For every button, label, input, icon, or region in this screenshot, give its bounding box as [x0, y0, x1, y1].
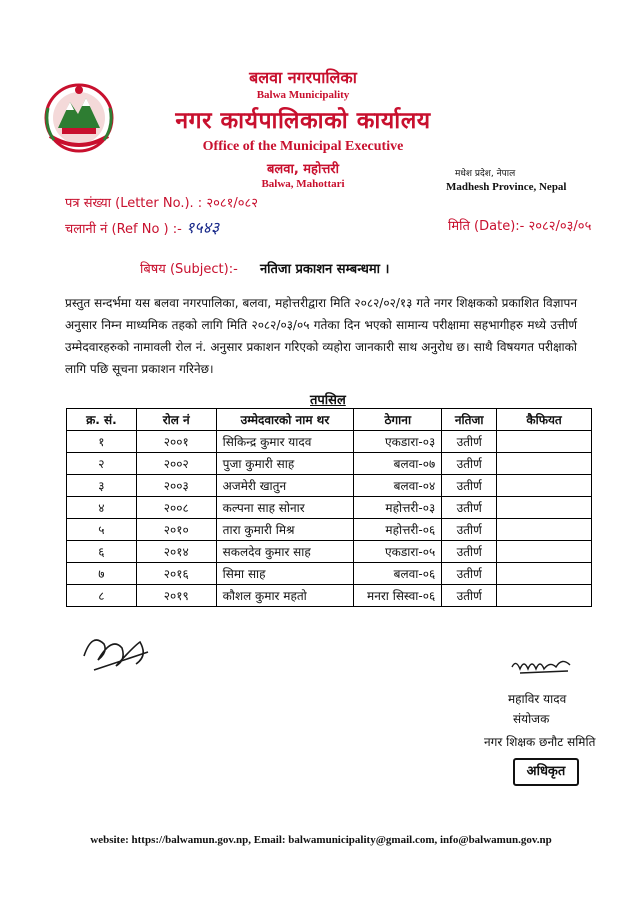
municipality-name-np: बलवा नगरपालिका [249, 68, 357, 87]
subject-line [140, 259, 389, 277]
cell-address: बलवा-०४ [354, 475, 442, 497]
signature-left [78, 626, 158, 676]
cell-name: तारा कुमारी मिश्र [216, 519, 354, 541]
cell-remarks [497, 453, 592, 475]
cell-remarks [497, 431, 592, 453]
ref-no-value: १५४३ [185, 218, 220, 237]
table-row [67, 475, 592, 497]
cell-sn: १ [67, 431, 137, 453]
date-value: २०८२/०३/०५ [528, 219, 592, 234]
cell-result: उतीर्ण [442, 453, 497, 475]
cell-roll: २०१० [136, 519, 216, 541]
cell-remarks [497, 519, 592, 541]
cell-name: कल्पना साह सोनार [216, 497, 354, 519]
letter-no-label: पत्र संख्या (Letter No.). : [65, 196, 203, 211]
header-result: नतिजा [442, 409, 497, 431]
place-en: Balwa, Mahottari [261, 178, 345, 190]
office-name-np: नगर कार्यपालिकाको कार्यालय [175, 108, 431, 134]
cell-name: सिकिन्द्र कुमार यादव [216, 431, 354, 453]
cell-remarks [497, 541, 592, 563]
footer-contact: website: https://balwamun.gov.np, Email: balwamunicipality@gmail.com, info@balwamun.gov.np [90, 834, 552, 846]
cell-result: उतीर्ण [442, 563, 497, 585]
header-name: उम्मेदवारको नाम थर [216, 409, 354, 431]
table-row [67, 497, 592, 519]
header-sn: क्र. सं. [67, 409, 137, 431]
date-label: मिति (Date):- [448, 219, 525, 234]
body-paragraph: प्रस्तुत सन्दर्भमा यस बलवा नगरपालिका, बलवा, महोत्तरीद्वारा मिति २०८२/०२/१३ गते नगर शिक्षकको प्रकाशित विज्ञापन अनुसार निम्न माध्यमिक तहको लागि मिति २०८२/०३/०५ गतेका दिन भएको सामान्य परीक्षामा सहभागीहरु मध्ये उत्तीर्ण उम्मेदवारहरुको नामावली रोल नं. अनुसार प्रकाशन गरिएको व्यहोरा जानकारी साथ अनुरोध छ। साथै विषयगत परीक्षाको लागि पछि सूचना प्रकाशन गरिनेछ। [65, 296, 577, 376]
cell-remarks [497, 475, 592, 497]
table-row [67, 563, 592, 585]
municipality-name-en: Balwa Municipality [256, 89, 350, 101]
cell-roll: २००१ [136, 431, 216, 453]
cell-result: उतीर्ण [442, 431, 497, 453]
cell-sn: ७ [67, 563, 137, 585]
cell-roll: २००२ [136, 453, 216, 475]
cell-sn: ३ [67, 475, 137, 497]
office-name-en: Office of the Municipal Executive [202, 139, 404, 154]
header-remarks: कैफियत [497, 409, 592, 431]
cell-remarks [497, 497, 592, 519]
signatory-committee: नगर शिक्षक छनौट समिति [484, 735, 596, 749]
cell-name: कौशल कुमार महतो [216, 585, 354, 607]
province-en: Madhesh Province, Nepal [446, 181, 567, 193]
cell-sn: ५ [67, 519, 137, 541]
table-row [67, 431, 592, 453]
table-row [67, 519, 592, 541]
cell-roll: २००३ [136, 475, 216, 497]
cell-address: मनरा सिस्वा-०६ [354, 585, 442, 607]
cell-roll: २०१९ [136, 585, 216, 607]
ref-no-label: चलानी नं (Ref No ) :- [65, 222, 182, 237]
ref-no [65, 216, 219, 238]
cell-roll: २०१४ [136, 541, 216, 563]
header-address: ठेगाना [354, 409, 442, 431]
authorized-stamp: अधिकृत [513, 758, 579, 786]
table-row [67, 453, 592, 475]
cell-address: महोत्तरी-०३ [354, 497, 442, 519]
cell-roll: २०१६ [136, 563, 216, 585]
table-header-row [67, 409, 592, 431]
cell-sn: ४ [67, 497, 137, 519]
cell-result: उतीर्ण [442, 475, 497, 497]
date [448, 216, 591, 234]
letter-no-value: २०८१/०८२ [206, 196, 259, 211]
cell-sn: ६ [67, 541, 137, 563]
table-row [67, 541, 592, 563]
cell-address: बलवा-०६ [354, 563, 442, 585]
signatory-name: महाविर यादव [508, 692, 567, 706]
cell-address: महोत्तरी-०६ [354, 519, 442, 541]
cell-remarks [497, 563, 592, 585]
results-table [66, 408, 592, 607]
cell-remarks [497, 585, 592, 607]
signature-right [510, 655, 575, 677]
subject-text: नतिजा प्रकाशन सम्बन्धमा । [259, 262, 390, 277]
cell-name: पुजा कुमारी साह [216, 453, 354, 475]
place-np: बलवा, महोत्तरी [266, 162, 339, 177]
cell-name: सकलदेव कुमार साह [216, 541, 354, 563]
table-title: तपसिल [310, 393, 346, 408]
letter-no [65, 193, 258, 211]
cell-address: बलवा-०७ [354, 453, 442, 475]
cell-address: एकडारा-०५ [354, 541, 442, 563]
cell-result: उतीर्ण [442, 497, 497, 519]
cell-result: उतीर्ण [442, 585, 497, 607]
cell-name: अजमेरी खातुन [216, 475, 354, 497]
cell-sn: २ [67, 453, 137, 475]
cell-sn: ८ [67, 585, 137, 607]
cell-result: उतीर्ण [442, 541, 497, 563]
province-np: मधेश प्रदेश, नेपाल [455, 169, 516, 179]
subject-label: बिषय (Subject):- [140, 262, 238, 277]
cell-address: एकडारा-०३ [354, 431, 442, 453]
header-roll: रोल नं [136, 409, 216, 431]
cell-result: उतीर्ण [442, 519, 497, 541]
signatory-position: संयोजक [513, 712, 550, 726]
table-row [67, 585, 592, 607]
cell-roll: २००८ [136, 497, 216, 519]
cell-name: सिमा साह [216, 563, 354, 585]
